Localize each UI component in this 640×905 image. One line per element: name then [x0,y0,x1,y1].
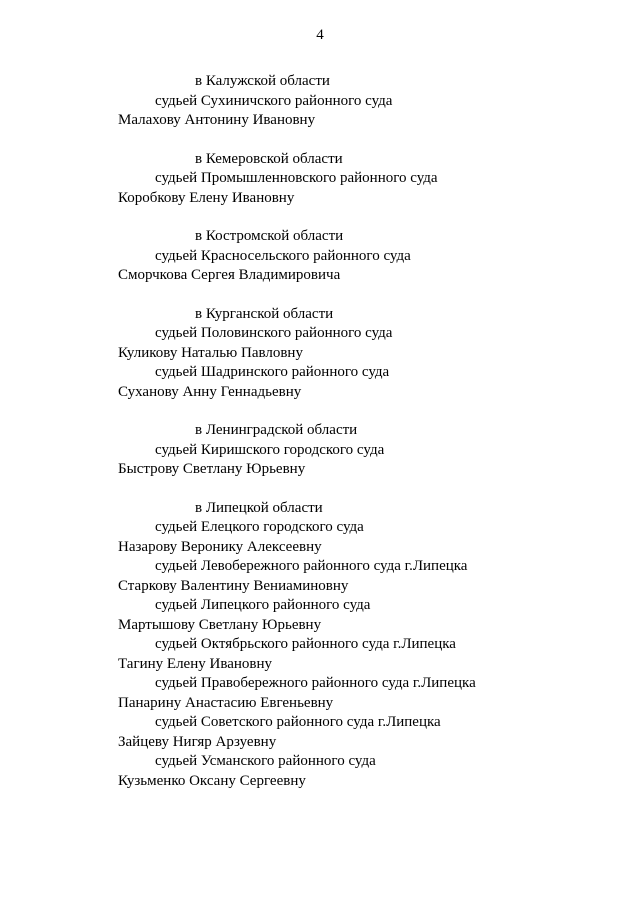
court-position: судьей Октябрьского районного суда г.Липецка [155,636,456,652]
judge-name: Назарову Веронику Алексеевну [118,538,322,555]
court-position: судьей Левобережного районного суда г.Липецка [155,558,468,574]
region-heading: в Липецкой области [195,499,323,516]
region-heading: в Курганской области [195,305,334,322]
judge-name: Мартышову Светлану Юрьевну [118,616,322,633]
judge-name: Кузьменко Оксану Сергеевну [118,772,306,789]
judge-name: Старкову Валентину Вениаминовну [118,577,349,594]
court-position: судьей Шадринского районного суда [155,364,390,380]
court-position: судьей Промышленновского районного суда [155,170,438,186]
page-number: 4 [316,27,324,43]
court-position: судьей Правобережного районного суда г.Липецка [155,675,476,691]
judge-name: Сморчкова Сергея Владимировича [118,267,341,283]
region-section-lipetsk [0,499,640,792]
court-position: судьей Советского районного суда г.Липецка [155,714,441,730]
court-position: судьей Киришского городского суда [155,441,385,458]
court-position: судьей Сухиничского районного суда [155,92,393,109]
appointments-list [0,72,640,810]
region-heading: в Кемеровской области [195,150,343,167]
court-position: судьей Половинского районного суда [155,325,393,341]
court-position: судьей Елецкого городского суда [155,519,364,535]
judge-name: Панарину Анастасию Евгеньевну [118,694,334,711]
region-heading: в Костромской области [195,228,344,244]
judge-name: Малахову Антонину Ивановну [118,112,316,128]
judge-name: Быстрову Светлану Юрьевну [118,461,306,477]
region-heading: в Ленинградской области [195,422,358,438]
judge-name: Коробкову Елену Ивановну [118,189,295,206]
judge-name: Суханову Анну Геннадьевну [118,383,302,400]
court-position: судьей Липецкого районного суда [155,597,371,613]
court-position: судьей Красносельского районного суда [155,247,411,264]
region-heading: в Калужской области [195,73,330,89]
region-section-leningrad [0,421,640,480]
judge-name: Зайцеву Нигяр Арзуевну [118,733,277,750]
region-section-kaluga [0,72,640,131]
region-section-kostroma [0,227,640,286]
region-section-kemerovo [0,150,640,209]
judge-name: Куликову Наталью Павловну [118,344,303,361]
region-section-kurgan [0,305,640,403]
judge-name: Тагину Елену Ивановну [118,655,272,672]
court-position: судьей Усманского районного суда [155,753,376,769]
